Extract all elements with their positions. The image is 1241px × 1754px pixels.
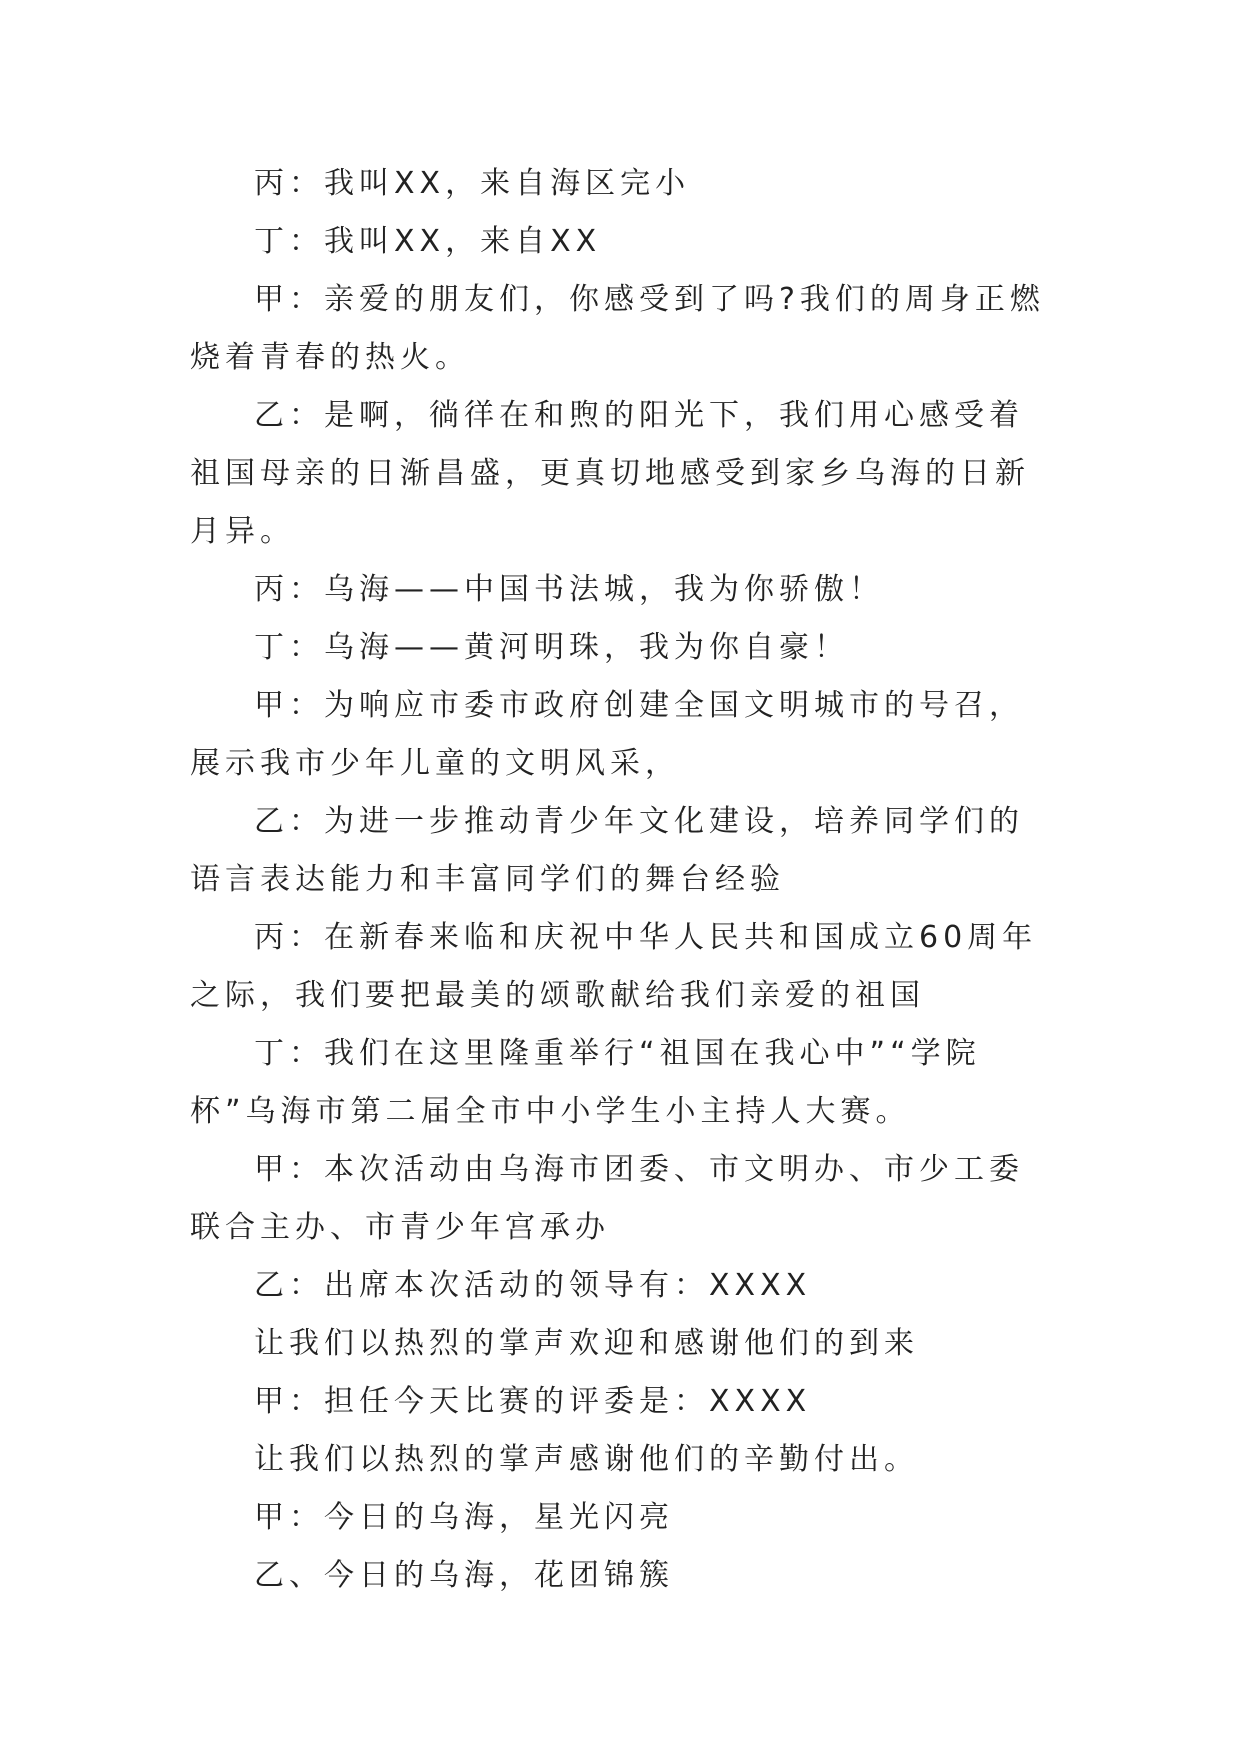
paragraph: 乙、今日的乌海，花团锦簇 [254,1558,674,1593]
paragraph: 甲：本次活动由乌海市团委、市文明办、市少工委联合主办、市青少年宫承办 [190,1152,1024,1245]
paragraph: 乙：出席本次活动的领导有：XXXX [254,1268,812,1303]
paragraph: 丁：乌海——黄河明珠，我为你自豪！ [254,630,849,665]
paragraph: 甲：为响应市委市政府创建全国文明城市的号召，展示我市少年儿童的文明风采， [190,688,1024,781]
paragraph: 乙：为进一步推动青少年文化建设，培养同学们的语言表达能力和丰富同学们的舞台经验 [190,804,1024,897]
paragraph: 丙：我叫XX，来自海区完小 [254,166,691,201]
paragraph: 丙：乌海——中国书法城，我为你骄傲！ [254,572,884,607]
paragraph: 丁：我叫XX，来自XX [254,224,602,259]
paragraph: 甲：担任今天比赛的评委是：XXXX [254,1384,812,1419]
paragraph: 丁：我们在这里隆重举行“祖国在我心中”“学院杯”乌海市第二届全市中小学生小主持人大赛。 [190,1036,981,1129]
paragraph: 甲：亲爱的朋友们，你感受到了吗?我们的周身正燃烧着青春的热火。 [190,282,1045,375]
paragraph: 乙：是啊，徜徉在和煦的阳光下，我们用心感受着祖国母亲的日渐昌盛，更真切地感受到家乡乌海的日新月异。 [190,398,1030,549]
paragraph: 让我们以热烈的掌声欢迎和感谢他们的到来 [254,1326,919,1361]
paragraph: 丙：在新春来临和庆祝中华人民共和国成立60周年之际，我们要把最美的颂歌献给我们亲爱的祖国 [190,920,1038,1013]
document-body [190,155,1052,1605]
paragraph: 让我们以热烈的掌声感谢他们的辛勤付出。 [254,1442,919,1477]
paragraph: 甲：今日的乌海，星光闪亮 [254,1500,674,1535]
